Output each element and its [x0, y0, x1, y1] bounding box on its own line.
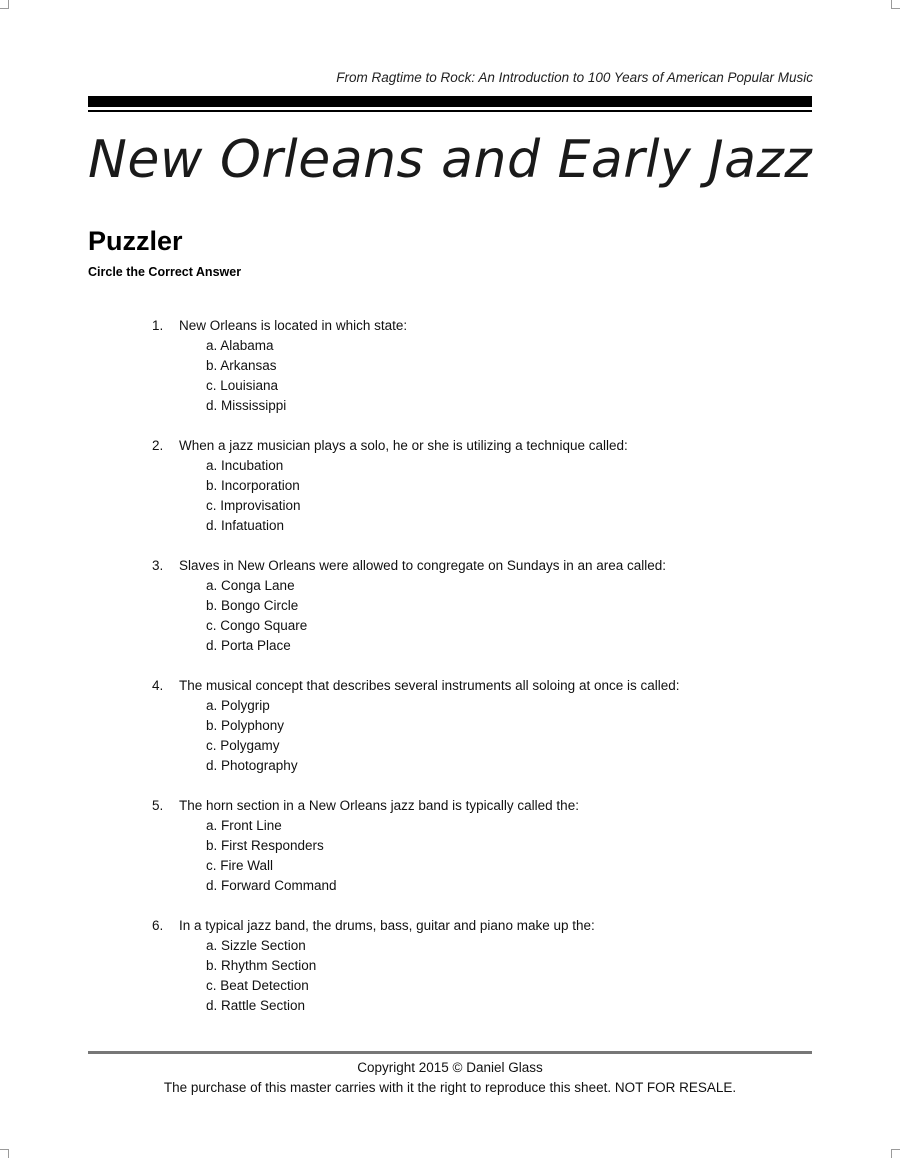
- answer-option[interactable]: a. Sizzle Section: [206, 938, 306, 953]
- question-number: 3.: [152, 558, 164, 573]
- crop-mark: [8, 1149, 9, 1158]
- answer-option[interactable]: d. Infatuation: [206, 518, 285, 533]
- question-number: 1.: [152, 318, 164, 333]
- answer-option[interactable]: c. Louisiana: [206, 378, 279, 393]
- answer-options: [152, 696, 812, 776]
- answer-option[interactable]: d. Porta Place: [206, 638, 291, 653]
- question-text: New Orleans is located in which state:: [179, 318, 408, 333]
- answer-option[interactable]: b. Rhythm Section: [206, 958, 317, 973]
- question-text: The horn section in a New Orleans jazz band is typically called the:: [179, 798, 579, 813]
- question-text: Slaves in New Orleans were allowed to congregate on Sundays in an area called:: [179, 558, 667, 573]
- running-head: From Ragtime to Rock: An Introduction to 100 Years of American Popular Music: [336, 70, 813, 85]
- header-rule-thin: [88, 110, 812, 112]
- question-number: 6.: [152, 918, 164, 933]
- answer-options: [152, 576, 812, 656]
- answer-options: [152, 816, 812, 896]
- section-heading: Puzzler: [88, 226, 183, 256]
- answer-option[interactable]: c. Polygamy: [206, 738, 280, 753]
- answer-option[interactable]: c. Congo Square: [206, 618, 308, 633]
- answer-options: [152, 336, 812, 416]
- crop-mark: [891, 1149, 892, 1158]
- answer-option[interactable]: d. Rattle Section: [206, 998, 306, 1013]
- instructions: Circle the Correct Answer: [88, 265, 242, 279]
- answer-option[interactable]: d. Mississippi: [206, 398, 287, 413]
- resale-notice: The purchase of this master carries with it the right to reproduce this sheet. NOT FOR RESALE.: [163, 1080, 737, 1095]
- question-list: [152, 316, 812, 1036]
- answer-option[interactable]: b. Arkansas: [206, 358, 277, 373]
- question-1: [152, 316, 812, 416]
- crop-mark: [891, 8, 900, 9]
- question-text: In a typical jazz band, the drums, bass, guitar and piano make up the:: [179, 918, 595, 933]
- crop-mark: [891, 1149, 900, 1150]
- answer-options: [152, 456, 812, 536]
- footer-rule: [88, 1051, 812, 1054]
- answer-option[interactable]: b. Polyphony: [206, 718, 285, 733]
- question-text: When a jazz musician plays a solo, he or she is utilizing a technique called:: [179, 438, 628, 453]
- answer-option[interactable]: c. Beat Detection: [206, 978, 309, 993]
- footer: [88, 1058, 812, 1098]
- question-4: [152, 676, 812, 776]
- question-3: [152, 556, 812, 656]
- answer-options: [152, 936, 812, 1016]
- answer-option[interactable]: a. Incubation: [206, 458, 284, 473]
- answer-option[interactable]: b. Bongo Circle: [206, 598, 299, 613]
- answer-option[interactable]: c. Improvisation: [206, 498, 301, 513]
- answer-option[interactable]: c. Fire Wall: [206, 858, 273, 873]
- crop-mark: [891, 0, 892, 9]
- page-title: New Orleans and Early Jazz: [88, 130, 813, 190]
- answer-option[interactable]: a. Front Line: [206, 818, 282, 833]
- question-2: [152, 436, 812, 536]
- question-number: 5.: [152, 798, 164, 813]
- answer-option[interactable]: a. Alabama: [206, 338, 274, 353]
- question-5: [152, 796, 812, 896]
- question-number: 4.: [152, 678, 164, 693]
- copyright-line: Copyright 2015 © Daniel Glass: [357, 1060, 543, 1075]
- header-rule-thick: [88, 96, 812, 107]
- crop-mark: [8, 0, 9, 9]
- answer-option[interactable]: b. First Responders: [206, 838, 324, 853]
- question-number: 2.: [152, 438, 164, 453]
- answer-option[interactable]: a. Polygrip: [206, 698, 270, 713]
- answer-option[interactable]: a. Conga Lane: [206, 578, 295, 593]
- question-6: [152, 916, 812, 1016]
- answer-option[interactable]: b. Incorporation: [206, 478, 300, 493]
- answer-option[interactable]: d. Forward Command: [206, 878, 337, 893]
- question-text: The musical concept that describes several instruments all soloing at once is called:: [179, 678, 680, 693]
- answer-option[interactable]: d. Photography: [206, 758, 298, 773]
